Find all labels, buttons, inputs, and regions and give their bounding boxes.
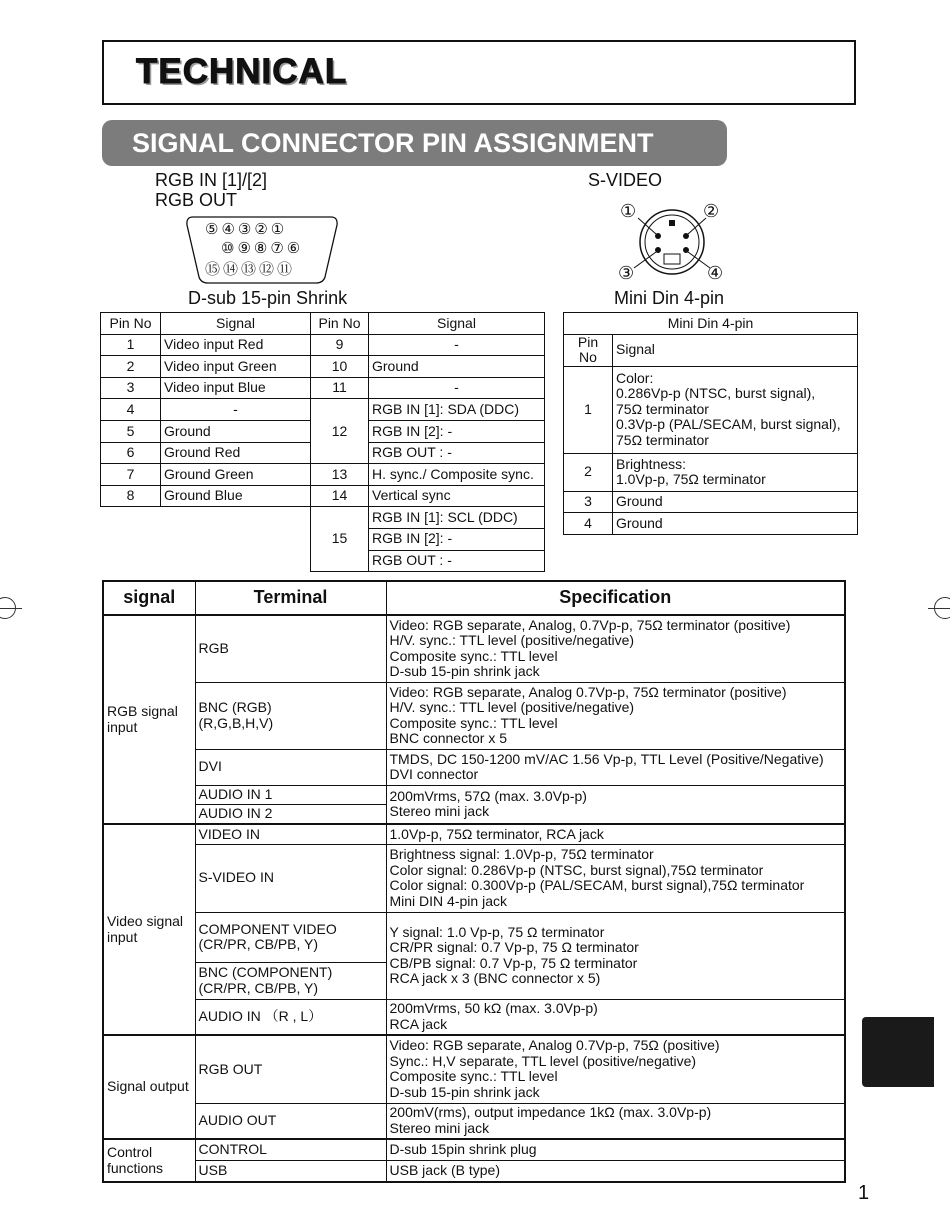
signal: Color: 0.286Vp-p (NTSC, burst signal), 75Ω terminator 0.3Vp-p (PAL/SECAM, burst signal), 75Ω terminator <box>613 366 858 453</box>
signal: Video input Red <box>161 334 311 356</box>
signal: Video input Blue <box>161 377 311 399</box>
page-title: TECHNICAL <box>136 52 348 91</box>
table-row <box>101 399 545 421</box>
terminal: AUDIO IN 1 <box>195 785 386 804</box>
svideo-pin-1: ① <box>620 201 637 221</box>
pin-no: 15 <box>311 507 369 572</box>
signal: Ground Green <box>161 464 311 486</box>
specification: Video: RGB separate, Analog, 0.7Vp-p, 75Ω terminator (positive) H/V. sync.: TTL level (positive/negative) Composite sync.: TTL level D-sub 15-pin shrink jack <box>386 615 845 682</box>
pin-no: 4 <box>101 399 161 421</box>
signal: H. sync./ Composite sync. <box>369 464 545 486</box>
svideo-pin-2: ② <box>703 201 720 221</box>
signal-group: Video signal input <box>103 824 195 1035</box>
signal: - <box>369 334 545 356</box>
table-row <box>103 1139 845 1160</box>
terminal: DVI <box>195 749 386 785</box>
signal: Ground Blue <box>161 485 311 507</box>
specification: Y signal: 1.0 Vp-p, 75 Ω terminator CR/PR signal: 0.7 Vp-p, 75 Ω terminator CB/PB signal: 0.7 Vp-p, 75 Ω terminator RCA jack x 3 (BNC connector x 5) <box>386 912 845 999</box>
specification: USB jack (B type) <box>386 1160 845 1182</box>
pin-no: 4 <box>564 513 613 535</box>
table-row <box>103 999 845 1035</box>
page-number: 1 <box>858 1182 870 1204</box>
table-row <box>101 356 545 378</box>
pin-no: 12 <box>311 399 369 464</box>
table-row <box>103 682 845 749</box>
signal: RGB OUT : - <box>369 550 545 572</box>
table-row <box>564 366 858 453</box>
table-row <box>101 464 545 486</box>
signal-group: Control functions <box>103 1139 195 1182</box>
header-signal: Signal <box>613 334 858 366</box>
section-header <box>102 40 856 105</box>
table-row <box>564 453 858 491</box>
svideo-pin-4: ④ <box>707 263 724 283</box>
pin-no: 8 <box>101 485 161 507</box>
table-row <box>101 485 545 507</box>
pin-no: 5 <box>101 420 161 442</box>
specification-table <box>102 580 846 1183</box>
signal: RGB IN [2]: - <box>369 528 545 550</box>
pin-no: 2 <box>564 453 613 491</box>
specification: 200mV(rms), output impedance 1kΩ (max. 3.0Vp-p) Stereo mini jack <box>386 1103 845 1139</box>
signal: - <box>161 399 311 421</box>
table-row <box>103 1103 845 1139</box>
terminal: COMPONENT VIDEO (CR/PR, CB/PB, Y) <box>195 912 386 962</box>
table-row <box>103 824 845 844</box>
table-row <box>564 513 858 535</box>
specification: 200mVrms, 50 kΩ (max. 3.0Vp-p) RCA jack <box>386 999 845 1035</box>
terminal: CONTROL <box>195 1139 386 1160</box>
mini-din-caption: Mini Din 4-pin <box>614 288 725 308</box>
specification: 1.0Vp-p, 75Ω terminator, RCA jack <box>386 824 845 844</box>
pin-no: 14 <box>311 485 369 507</box>
table-row <box>103 844 845 912</box>
pin-no: 13 <box>311 464 369 486</box>
pin-no: 2 <box>101 356 161 378</box>
rgb-label-2: RGB OUT <box>155 190 238 210</box>
pin-no: 11 <box>311 377 369 399</box>
table-row <box>564 491 858 513</box>
header-pin: Pin No <box>101 313 161 335</box>
terminal: AUDIO OUT <box>195 1103 386 1139</box>
terminal: BNC (RGB) (R,G,B,H,V) <box>195 682 386 749</box>
table-row <box>101 507 545 529</box>
signal: Brightness: 1.0Vp-p, 75Ω terminator <box>613 453 858 491</box>
signal-group: RGB signal input <box>103 615 195 824</box>
table-title: Mini Din 4-pin <box>564 313 858 335</box>
pin-no: 10 <box>311 356 369 378</box>
header-pin: Pin No <box>564 334 613 366</box>
table-row <box>103 1035 845 1103</box>
dsub-caption: D-sub 15-pin Shrink <box>188 288 348 308</box>
terminal: VIDEO IN <box>195 824 386 844</box>
header-pin: Pin No <box>311 313 369 335</box>
terminal: BNC (COMPONENT) (CR/PR, CB/PB, Y) <box>195 962 386 999</box>
table-row <box>101 377 545 399</box>
table-header-row <box>101 313 545 335</box>
signal: RGB IN [1]: SDA (DDC) <box>369 399 545 421</box>
terminal: AUDIO IN 2 <box>195 804 386 824</box>
specification: Video: RGB separate, Analog 0.7Vp-p, 75Ω terminator (positive) H/V. sync.: TTL level (positive/negative) Composite sync.: TTL level BNC connector x 5 <box>386 682 845 749</box>
signal: Ground <box>161 420 311 442</box>
table-row <box>103 912 845 962</box>
rgb-label-1: RGB IN [1]/[2] <box>155 170 268 190</box>
section-tab <box>862 1017 934 1087</box>
table-row <box>103 749 845 785</box>
signal: Ground <box>613 491 858 513</box>
specification: Brightness signal: 1.0Vp-p, 75Ω terminator Color signal: 0.286Vp-p (NTSC, burst signal),75Ω terminator Color signal: 0.300Vp-p (PAL/SECAM, burst signal),75Ω terminator Mini DIN 4-pin jack <box>386 844 845 912</box>
terminal: USB <box>195 1160 386 1182</box>
pin-no: 7 <box>101 464 161 486</box>
signal: Ground <box>369 356 545 378</box>
header-signal: Signal <box>161 313 311 335</box>
svideo-pin-3: ③ <box>618 263 635 283</box>
pin-no: 3 <box>564 491 613 513</box>
signal: Ground <box>613 513 858 535</box>
terminal: RGB OUT <box>195 1035 386 1103</box>
specification: D-sub 15pin shrink plug <box>386 1139 845 1160</box>
terminal: AUDIO IN （R , L） <box>195 999 386 1035</box>
pin-row-1: ⑤④③②① <box>205 221 288 238</box>
dsub-pin-table <box>100 312 545 572</box>
table-row <box>103 785 845 804</box>
signal: RGB OUT : - <box>369 442 545 464</box>
terminal: RGB <box>195 615 386 682</box>
terminal: S-VIDEO IN <box>195 844 386 912</box>
svideo-label: S-VIDEO <box>588 170 663 190</box>
signal: Video input Green <box>161 356 311 378</box>
specification: 200mVrms, 57Ω (max. 3.0Vp-p) Stereo mini jack <box>386 785 845 824</box>
crop-mark-right-line <box>928 608 950 609</box>
pin-row-3: ⑮⑭⑬⑫⑪ <box>205 261 296 278</box>
dsub-connector-diagram <box>185 215 339 285</box>
pin-no: 6 <box>101 442 161 464</box>
specification: Video: RGB separate, Analog 0.7Vp-p, 75Ω (positive) Sync.: H,V separate, TTL level (positive/negative) Composite sync.: TTL level D-sub 15-pin shrink jack <box>386 1035 845 1103</box>
signal: Vertical sync <box>369 485 545 507</box>
table-row <box>103 615 845 682</box>
header-signal: Signal <box>369 313 545 335</box>
signal: RGB IN [2]: - <box>369 420 545 442</box>
mini-din-pin-table <box>563 312 858 535</box>
pin-no: 1 <box>101 334 161 356</box>
signal-group: Signal output <box>103 1035 195 1139</box>
pin-no: 9 <box>311 334 369 356</box>
header-signal: signal <box>103 581 195 615</box>
signal: - <box>369 377 545 399</box>
table-row <box>101 334 545 356</box>
crop-mark-left-line <box>0 608 22 609</box>
pin-row-2: ⑩⑨⑧⑦⑥ <box>221 240 304 257</box>
header-terminal: Terminal <box>195 581 386 615</box>
signal: Ground Red <box>161 442 311 464</box>
pin-no: 1 <box>564 366 613 453</box>
specification: TMDS, DC 150-1200 mV/AC 1.56 Vp-p, TTL Level (Positive/Negative) DVI connector <box>386 749 845 785</box>
pin-no: 3 <box>101 377 161 399</box>
table-row <box>103 1160 845 1182</box>
section-banner: SIGNAL CONNECTOR PIN ASSIGNMENT <box>102 120 727 166</box>
signal: RGB IN [1]: SCL (DDC) <box>369 507 545 529</box>
header-specification: Specification <box>386 581 845 615</box>
